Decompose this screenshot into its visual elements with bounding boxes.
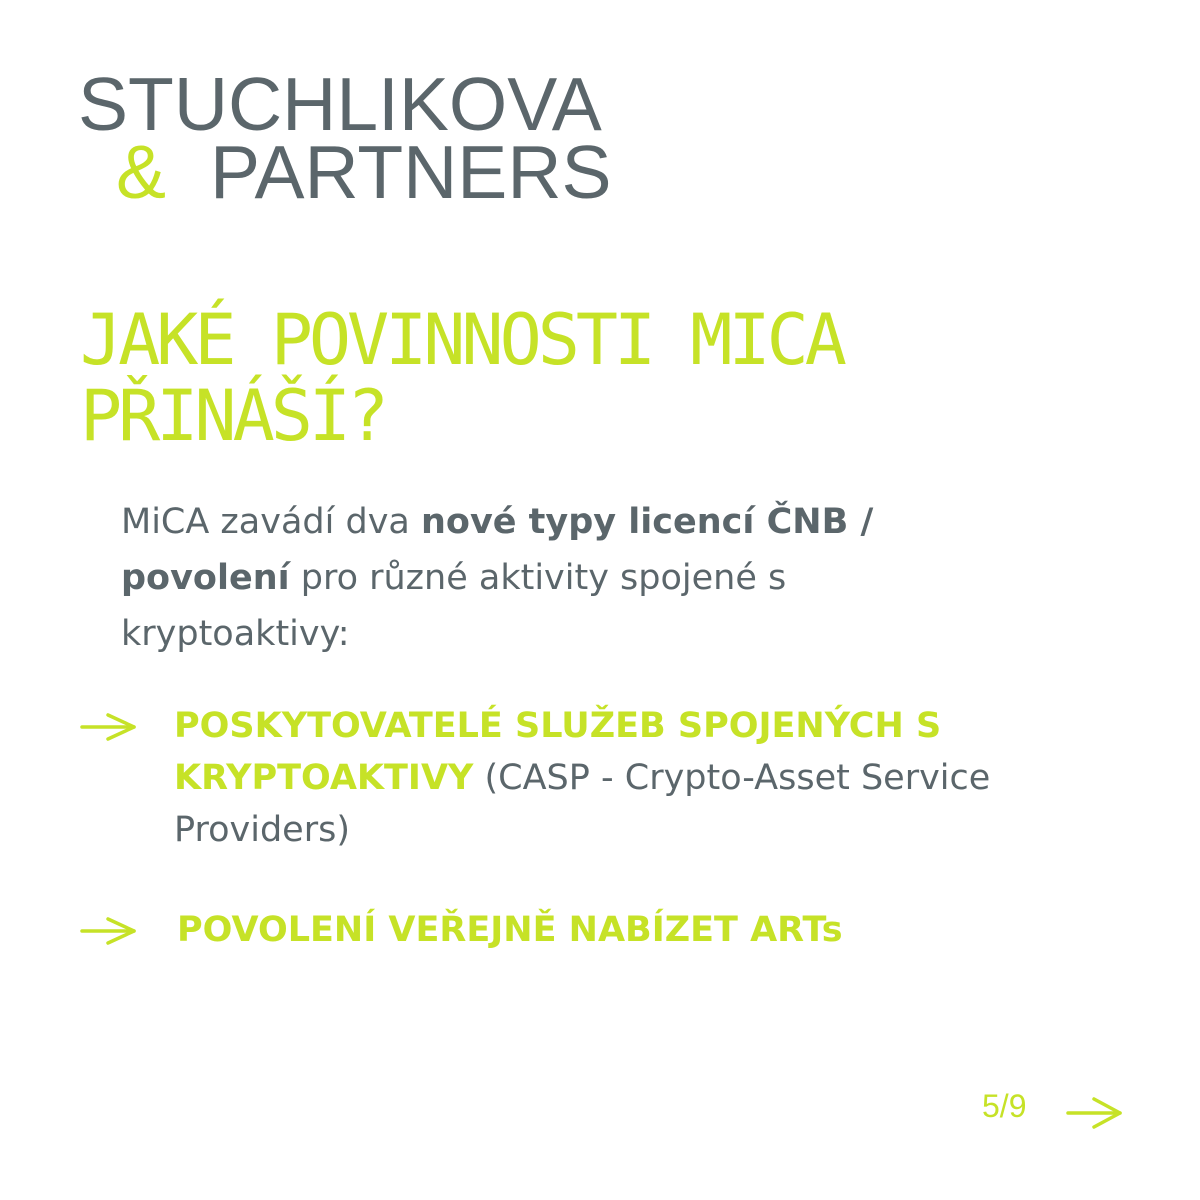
logo bbox=[78, 62, 612, 214]
logo-line-2-text: PARTNERS bbox=[210, 130, 612, 214]
intro-text-2: pro různé aktivity spojené s kryptoaktivy: bbox=[121, 558, 787, 654]
logo-ampersand: & bbox=[116, 130, 167, 214]
arrow-right-icon bbox=[80, 916, 138, 946]
arrow-right-icon bbox=[80, 712, 138, 742]
next-arrow-icon[interactable] bbox=[1066, 1096, 1124, 1130]
logo-line-1: STUCHLIKOVA bbox=[78, 62, 602, 146]
intro-paragraph bbox=[121, 494, 1021, 662]
list-item bbox=[177, 904, 1077, 956]
list-item bbox=[174, 700, 1074, 856]
page-title-line-2: PŘINÁŠÍ? bbox=[80, 375, 386, 457]
intro-bold: nové typy licencí ČNB / povolení bbox=[121, 502, 874, 598]
page-title bbox=[80, 299, 843, 457]
list-item-highlight: POVOLENÍ VEŘEJNĚ NABÍZET ARTs bbox=[177, 910, 843, 950]
intro-text-1: MiCA zavádí dva bbox=[121, 502, 421, 542]
logo-line-2 bbox=[78, 130, 612, 214]
list-item-highlight: POSKYTOVATELÉ SLUŽEB SPOJENÝCH S KRYPTOAKTIVY bbox=[174, 706, 942, 798]
list-item-text: (CASP - Crypto-Asset Service Providers) bbox=[174, 758, 991, 850]
page-indicator: 5/9 bbox=[982, 1088, 1027, 1124]
page-title-line-1: JAKÉ POVINNOSTI MICA bbox=[80, 299, 843, 381]
